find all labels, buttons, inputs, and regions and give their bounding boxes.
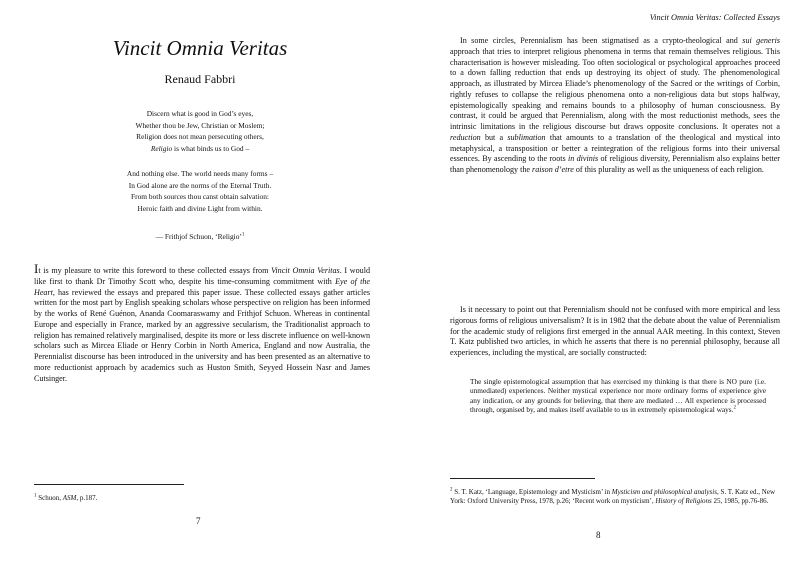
italic-run: Mysticism and philosophical analysis: [611, 488, 717, 496]
author-name: Renaud Fabbri: [164, 72, 236, 86]
epigraph-stanza-1: [0, 108, 400, 154]
text-run: . I would like first to thank Dr Timothy Scott who, despite his time-consuming commitment with: [34, 266, 371, 286]
footnote-marker: 1: [241, 232, 245, 238]
text-run: , p.187.: [76, 494, 98, 502]
italic-run: sublimation: [507, 132, 546, 142]
italic-run: ASM: [62, 494, 77, 502]
text-run: , S. T. Katz ed., New York: Oxford University Press, 1978, p.26; ‘Recent work on mysticism’,: [450, 488, 775, 506]
epigraph-line: In God alone are the norms of the Eternal Truth.: [128, 180, 272, 190]
epigraph-line: Heroic faith and divine Light from within.: [137, 203, 263, 213]
text-run: , has reviewed the essays and prepared this paper issue. These collected essays gather articles written for the most part by English speaking scholars whose perspective on religion has been informed by the works of René Guénon, Ananda Coomaraswamy and Frithjof Schuon. Whereas in continental Europe and especially in France, marked by an aggressive secularism, the Traditionalist approach to religion has remained relatively marginalised, despite its more or less discrete influence on well-known scholars such as Mircea Eliade or Henry Corbin in North America, England and now Australia, the Perennialist discourse has been introduced in the university and has been presented as an alternative to more reductionist approach by academics such as Huston Smith, Seyyed Hossein Nasr and James Cutsinger.: [34, 287, 370, 383]
epigraph-line: From both sources thou canst obtain salvation:: [131, 192, 269, 202]
footnote-marker: 2: [733, 405, 736, 411]
page-number: 8: [596, 530, 601, 540]
quote-text: The single epistemological assumption that has exercised my thinking is that there is NO pure (i.e. unmediated) experiences. Neither mystical experience nor more ordinary forms of experience give any indication, or any grounds for believing, that there are mediated … All experience is processed through, organised by, and makes itself available to us in extremely epistemological ways.: [470, 377, 766, 415]
text-run: but a: [480, 132, 508, 142]
footnote-divider: [450, 478, 595, 479]
epigraph-line: Religion does not mean persecuting others,: [136, 132, 264, 142]
epigraph-line: [0, 143, 400, 155]
footnote: [450, 488, 780, 507]
footnote: [34, 494, 370, 503]
text-run: In some circles, Perennialism has been stigmatised as a crypto-theological and: [460, 36, 743, 45]
italic-run: raison d’etre: [532, 165, 574, 174]
epigraph-line: Discern what is good in God’s eyes,: [146, 109, 254, 118]
text-run: of this plurality as well as the uniqueness of each religion.: [573, 165, 764, 174]
footnote-number: 1: [34, 493, 37, 499]
text-run: S. T. Katz, ‘Language, Epistemology and Mysticism’ in: [452, 488, 612, 496]
essay-paragraph: [450, 36, 780, 176]
drop-capital: I: [34, 261, 39, 276]
attribution-text: — Frithjof Schuon, ‘Religio’: [155, 232, 242, 241]
footnote-number: 2: [450, 487, 453, 493]
epigraph-italic-word: Religio: [150, 143, 173, 153]
text-run: that amounts to a translation of the theological and mystical into metaphysical, a transposition or better a reintegration of the religious forms into their universal essences. By ascending to the roots: [450, 132, 780, 164]
block-quote: [470, 377, 766, 415]
italic-run: Eye of the Heart: [34, 276, 371, 297]
text-run: 25, 1985, pp.76-86.: [711, 497, 769, 506]
text-run: t is my pleasure to write this foreword to these collected essays from: [38, 266, 272, 275]
page-number: 7: [196, 516, 201, 526]
italic-run: sui generis: [742, 36, 781, 45]
italic-run: History of Religions: [655, 497, 712, 506]
epigraph-line-rest: is what binds us to God –: [174, 143, 250, 153]
epigraph-line: And nothing else. The world needs many forms –: [126, 169, 274, 178]
page-title: Vincit Omnia Veritas: [112, 36, 288, 60]
italic-run: Vincit Omnia Veritas: [271, 266, 340, 275]
epigraph-line: Whether thou be Jew, Christian or Moslem;: [135, 120, 265, 130]
epigraph-stanza-2: [0, 168, 400, 214]
text-run: Schuon,: [36, 494, 63, 502]
foreword-paragraph: [34, 261, 371, 384]
running-head: Vincit Omnia Veritas: Collected Essays: [649, 13, 780, 22]
italic-run: in divinis: [567, 154, 599, 164]
epigraph-attribution: [0, 232, 400, 241]
text-run: approach that tries to interpret religious phenomena in terms that remain themselves religious. This characterisation is however misleading. Too often sociological or psychological approaches proceed to a down falling reduction that ends up destroying its object of study. The phenomenological approach, as illustrated by Mircea Eliade’s phenomenology of the Sacred or the writings of Corbin, rightly refuses to collapse the religious phenomena onto a non-religious data but stops halfway, epistemologically speaking and remains bounds to a philosophy of human consciousness. By contrast, it could be argued that Perennialism, along with the most reductionist methods, sees the intrinsic limitations in the religious discourse but draws opposite conclusions. It operates not a: [450, 46, 780, 131]
italic-run: reduction: [450, 132, 481, 142]
essay-paragraph: Is it necessary to point out that Perennialism should not be confused with more empirical and less rigorous forms of religious universalism? It is in 1982 that the debate about the value of Perennialism for the academic study of religions first emerged in the annual AAR meeting. In this context, Steven T. Katz published two articles, in which he asserts that there is no perennial philosophy, because all experiences, including the mystical, are socially constructed:: [450, 305, 780, 357]
text-run: of religious diversity, Perennialism also explains better than phenomenology the: [450, 154, 780, 174]
footnote-divider: [34, 484, 184, 485]
